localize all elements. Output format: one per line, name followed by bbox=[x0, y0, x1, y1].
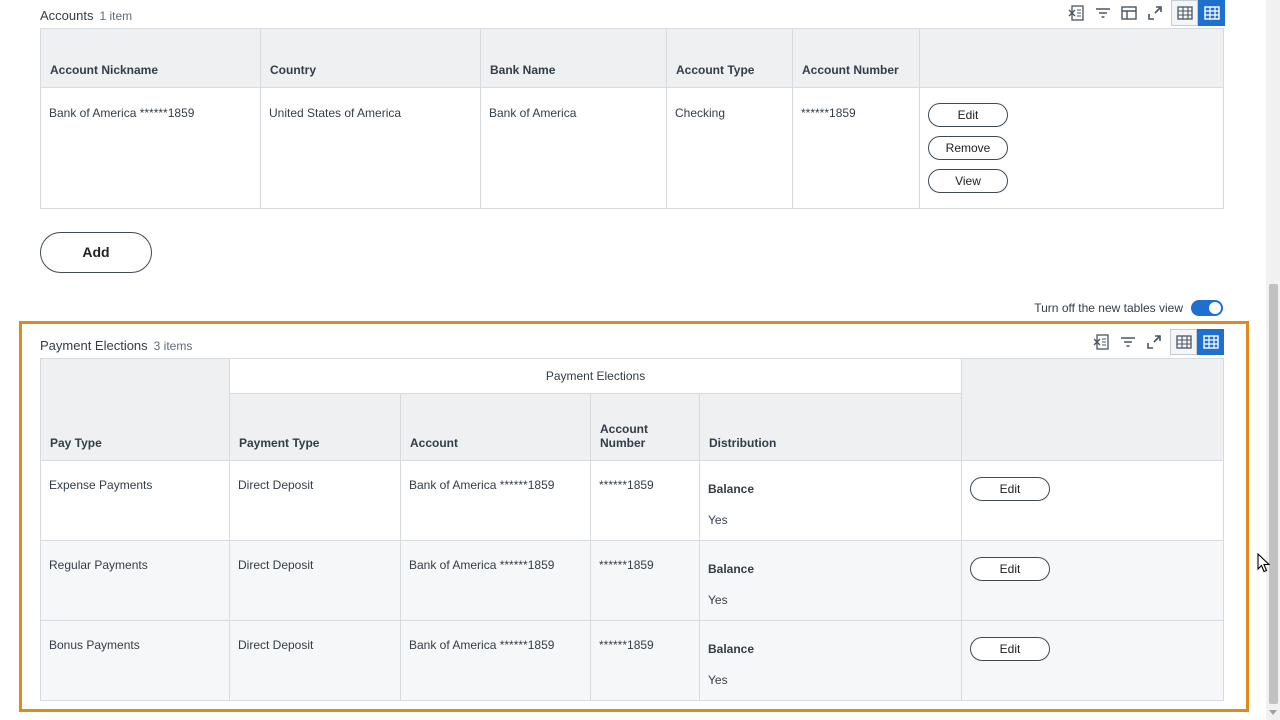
page-scrollbar[interactable] bbox=[1266, 0, 1280, 720]
group-header: Payment Elections bbox=[230, 359, 962, 394]
account-cell: Bank of America ******1859 bbox=[401, 461, 591, 541]
new-tables-toggle-row bbox=[1034, 300, 1223, 316]
new-tables-toggle[interactable] bbox=[1191, 300, 1223, 316]
payment-type-cell: Direct Deposit bbox=[230, 461, 401, 541]
column-header[interactable]: Account Nickname bbox=[41, 29, 261, 88]
country-cell: United States of America bbox=[261, 88, 481, 209]
column-header[interactable]: Account bbox=[401, 394, 591, 461]
distribution-label: Balance bbox=[708, 562, 755, 576]
mouse-cursor-icon bbox=[1257, 553, 1271, 578]
view-toggle bbox=[1170, 329, 1224, 355]
excel-export-icon[interactable] bbox=[1090, 330, 1114, 354]
table-view-icon[interactable] bbox=[1171, 0, 1198, 26]
edit-button[interactable]: Edit bbox=[970, 637, 1050, 661]
excel-export-icon[interactable] bbox=[1065, 1, 1089, 25]
payment-elections-toolbar bbox=[1088, 330, 1224, 354]
column-header[interactable]: Bank Name bbox=[481, 29, 667, 88]
accounts-table bbox=[40, 28, 1224, 209]
account-number-cell: ******1859 bbox=[591, 621, 700, 701]
edit-button[interactable]: Edit bbox=[928, 103, 1008, 127]
account-number-cell: ******1859 bbox=[591, 461, 700, 541]
account-nickname-cell: Bank of America ******1859 bbox=[41, 88, 261, 209]
table-row bbox=[41, 88, 1224, 209]
column-header[interactable]: Distribution bbox=[700, 394, 962, 461]
table-row bbox=[41, 621, 1224, 701]
account-cell: Bank of America ******1859 bbox=[401, 541, 591, 621]
distribution-label: Balance bbox=[708, 642, 755, 656]
column-header[interactable]: Country bbox=[261, 29, 481, 88]
column-header[interactable]: Account Number bbox=[591, 394, 700, 461]
fullscreen-icon[interactable] bbox=[1142, 330, 1166, 354]
view-button[interactable]: View bbox=[928, 169, 1008, 193]
column-header[interactable]: Account Type bbox=[667, 29, 793, 88]
distribution-cell bbox=[700, 621, 962, 701]
accounts-title: Accounts bbox=[40, 8, 94, 23]
payment-elections-table bbox=[40, 358, 1224, 701]
accounts-header-row bbox=[41, 29, 1224, 88]
toggle-knob bbox=[1209, 302, 1221, 314]
distribution-cell bbox=[700, 541, 962, 621]
actions-cell bbox=[962, 541, 1224, 621]
bank-name-cell: Bank of America bbox=[481, 88, 667, 209]
add-button[interactable]: Add bbox=[40, 232, 152, 273]
payment-elections-title: Payment Elections bbox=[40, 338, 148, 353]
payment-elections-count: 3 items bbox=[153, 339, 193, 353]
account-type-cell: Checking bbox=[667, 88, 793, 209]
column-layout-icon[interactable] bbox=[1117, 1, 1141, 25]
view-toggle bbox=[1171, 0, 1225, 26]
column-header[interactable]: Pay Type bbox=[41, 359, 230, 461]
table-row bbox=[41, 541, 1224, 621]
table-view-icon[interactable] bbox=[1170, 329, 1197, 355]
account-number-cell: ******1859 bbox=[793, 88, 920, 209]
distribution-cell bbox=[700, 461, 962, 541]
fullscreen-icon[interactable] bbox=[1143, 1, 1167, 25]
payment-type-cell: Direct Deposit bbox=[230, 621, 401, 701]
accounts-header bbox=[40, 7, 132, 25]
group-header-row bbox=[41, 359, 1224, 394]
column-header bbox=[962, 359, 1224, 461]
distribution-label: Balance bbox=[708, 482, 755, 496]
actions-cell bbox=[920, 88, 1224, 209]
filter-icon[interactable] bbox=[1091, 1, 1115, 25]
payment-elections-header bbox=[40, 337, 192, 355]
distribution-value: Yes bbox=[708, 673, 728, 687]
distribution-value: Yes bbox=[708, 513, 728, 527]
actions-cell bbox=[962, 621, 1224, 701]
filter-icon[interactable] bbox=[1116, 330, 1140, 354]
pay-type-cell: Regular Payments bbox=[41, 541, 230, 621]
account-number-cell: ******1859 bbox=[591, 541, 700, 621]
column-header[interactable]: Payment Type bbox=[230, 394, 401, 461]
accounts-count: 1 item bbox=[99, 9, 133, 23]
account-cell: Bank of America ******1859 bbox=[401, 621, 591, 701]
column-header bbox=[920, 29, 1224, 88]
remove-button[interactable]: Remove bbox=[928, 136, 1008, 160]
scroll-down-arrow-icon[interactable] bbox=[1269, 710, 1277, 715]
pay-type-cell: Bonus Payments bbox=[41, 621, 230, 701]
distribution-value: Yes bbox=[708, 593, 728, 607]
table-row bbox=[41, 461, 1224, 541]
scrollbar-thumb[interactable] bbox=[1269, 284, 1278, 704]
actions-cell bbox=[962, 461, 1224, 541]
pay-type-cell: Expense Payments bbox=[41, 461, 230, 541]
accounts-toolbar bbox=[1063, 1, 1225, 25]
column-header[interactable]: Account Number bbox=[793, 29, 920, 88]
edit-button[interactable]: Edit bbox=[970, 477, 1050, 501]
payment-type-cell: Direct Deposit bbox=[230, 541, 401, 621]
edit-button[interactable]: Edit bbox=[970, 557, 1050, 581]
toggle-label: Turn off the new tables view bbox=[1034, 301, 1183, 315]
grid-view-icon[interactable] bbox=[1198, 0, 1225, 26]
grid-view-icon[interactable] bbox=[1197, 329, 1224, 355]
